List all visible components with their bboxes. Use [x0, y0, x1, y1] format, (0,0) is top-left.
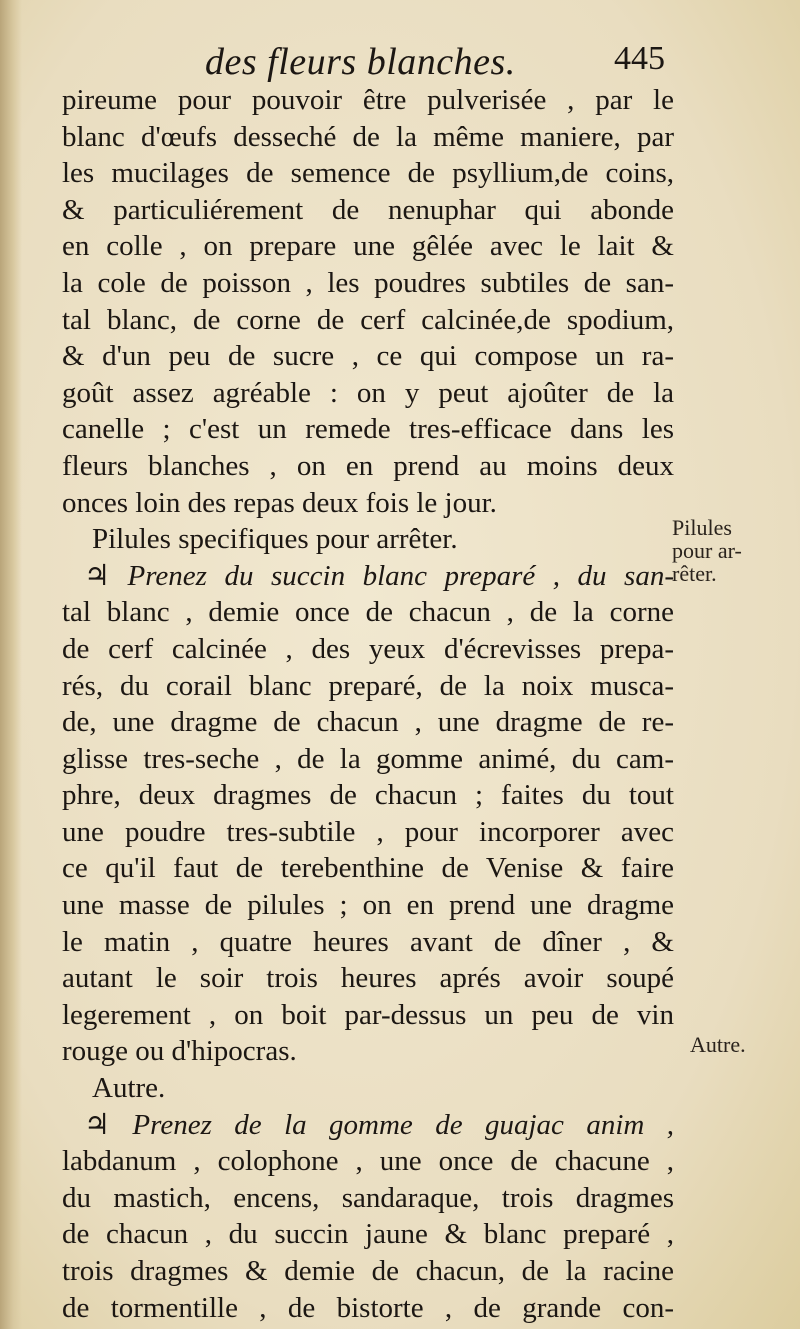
- text-line: blanc d'œufs desseché de la même maniere, par: [62, 120, 674, 153]
- text-line: canelle ; c'est un remede tres-efficace dans les: [62, 413, 674, 446]
- text-line: du mastich, encens, sandaraque, trois dragmes: [62, 1181, 674, 1214]
- text-line: en colle , on prepare une gêlée avec le lait &: [62, 230, 674, 263]
- text-line: labdanum , colophone , une once de chacune ,: [62, 1145, 674, 1178]
- recipe-line: ♃ Prenez du succin blanc preparé , du san-: [84, 559, 674, 592]
- margin-note-line: pour ar-: [672, 538, 742, 563]
- margin-note-line: Pilules: [672, 515, 732, 540]
- margin-note-pilules: [672, 516, 768, 585]
- text-line: rouge ou d'hipocras.: [62, 1035, 297, 1068]
- text-line: tal blanc, de corne de cerf calcinée,de spodium,: [62, 303, 674, 336]
- text-line: & particuliérement de nenuphar qui abonde: [62, 193, 674, 226]
- text-line: & d'un peu de sucre , ce qui compose un ra-: [62, 340, 674, 373]
- text-line: legerement , on boit par-dessus un peu de vin: [62, 998, 674, 1031]
- text-line: rés, du corail blanc preparé, de la noix musca-: [62, 669, 674, 702]
- text-line: autant le soir trois heures aprés avoir soupé: [62, 962, 674, 995]
- text-line: de, une dragme de chacun , une dragme de re-: [62, 706, 674, 739]
- text-line: de tormentille , de bistorte , de grande con-: [62, 1291, 674, 1324]
- text-line: phre, deux dragmes de chacun ; faites du tout: [62, 779, 674, 812]
- text-line: la cole de poisson , les poudres subtiles de san-: [62, 266, 674, 299]
- text-line: glisse tres-seche , de la gomme animé, du cam-: [62, 742, 674, 775]
- main-text: [62, 82, 674, 1326]
- binding-gutter: [0, 0, 22, 1329]
- margin-note-line: rêter.: [672, 561, 717, 586]
- text-line: de cerf calcinée , des yeux d'écrevisses prepa-: [62, 632, 674, 665]
- text-line: trois dragmes & demie de chacun, de la racine: [62, 1255, 674, 1287]
- text-line: ce qu'il faut de terebenthine de Venise & faire: [62, 852, 674, 885]
- text-line: de chacun , du succin jaune & blanc preparé ,: [62, 1218, 674, 1251]
- text-line: onces loin des repas deux fois le jour.: [62, 486, 497, 519]
- text-line: une masse de pilules ; on en prend une dragme: [62, 889, 674, 922]
- running-title: des fleurs blanches.: [205, 41, 516, 83]
- section-heading: Autre.: [92, 1072, 166, 1105]
- recipe-line: ♃ Prenez de la gomme de guajac anim ,: [84, 1108, 674, 1141]
- margin-note-line: Autre.: [690, 1032, 746, 1057]
- text-line: goût assez agréable : on y peut ajoûter de la: [62, 376, 674, 409]
- text-line: fleurs blanches , on en prend au moins deux: [62, 449, 674, 482]
- text-line: une poudre tres-subtile , pour incorporer avec: [62, 815, 674, 848]
- text-line: pireume pour pouvoir être pulverisée , par le: [62, 84, 674, 116]
- text-line: les mucilages de semence de psyllium,de coins,: [62, 157, 674, 190]
- text-line: le matin , quatre heures avant de dîner , &: [62, 925, 674, 958]
- section-heading: Pilules specifiques pour arrêter.: [92, 523, 458, 556]
- margin-note-autre: [690, 1033, 786, 1056]
- page-number: 445: [614, 40, 665, 77]
- text-line: tal blanc , demie once de chacun , de la corne: [62, 596, 674, 629]
